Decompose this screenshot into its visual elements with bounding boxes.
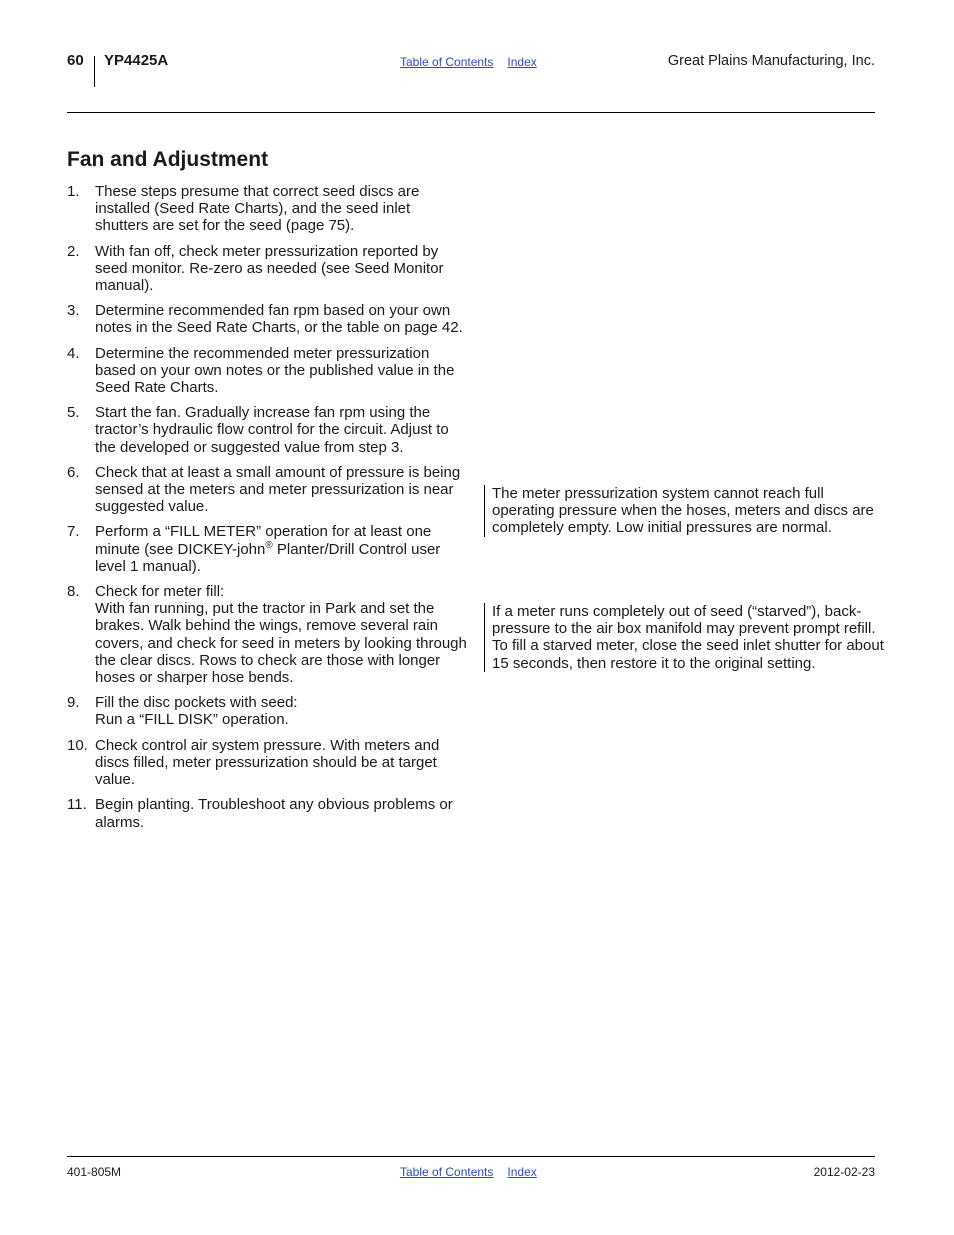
step-item: 11. Begin planting. Troubleshoot any obvious problems or alarms. — [67, 796, 453, 831]
company-name: Great Plains Manufacturing, Inc. — [667, 53, 875, 69]
revision-date: 2012-02-23 — [813, 1165, 875, 1179]
step-item: 7. Perform a “FILL METER” operation for at least one minute (see DICKEY-john® Planter/Drill Control user level 1 manual). — [67, 523, 441, 575]
footer-links — [400, 1165, 551, 1179]
side-note: If a meter runs completely out of seed (“starved”), back-pressure to the air box manifold may prevent prompt refill. To fill a starved meter, close the seed inlet shutter for about 15 seconds, then restore it to the original setting. — [484, 603, 884, 672]
step-heading: Fill the disc pockets with seed: — [95, 694, 298, 712]
step-text: Perform a “FILL METER” operation for at least one minute (see DICKEY-john — [95, 523, 432, 558]
step-item: 2. With fan off, check meter pressurization reported by seed monitor. Re-zero as needed (see Seed Monitor manual). — [67, 242, 444, 295]
step-text: With fan running, put the tractor in Park and set the brakes. Walk behind the wings, remove several rain covers, and check for seed in meters by looking through the clear discs. Rows to check are those with longer hoses or sharper hose bends. — [95, 600, 467, 687]
step-heading: Check for meter fill: — [95, 583, 225, 601]
step-text: Run a “FILL DISK” operation. — [95, 711, 289, 729]
step-text: With fan off, check meter pressurization reported by seed monitor. Re-zero as needed (see Seed Monitor manual). — [95, 242, 444, 295]
step-item: 6. Check that at least a small amount of pressure is being sensed at the meters and meter pressurization is near suggested value. — [67, 463, 461, 516]
step-text: Determine the recommended meter pressurization based on your own notes or the published value in the Seed Rate Charts. — [95, 344, 455, 397]
step-text: Check that at least a small amount of pressure is being sensed at the meters and meter pressurization is near suggested value. — [95, 463, 461, 516]
model-name: YP4425A — [104, 52, 169, 69]
step-text: Check control air system pressure. With meters and discs filled, meter pressurization should be at target value. — [95, 736, 440, 789]
section-title: Fan and Adjustment — [67, 148, 269, 171]
doc-number: 401-805M — [67, 1165, 122, 1179]
header-rule — [67, 112, 875, 113]
step-item: 1. These steps presume that correct seed discs are installed (Seed Rate Charts), and the seed inlet shutters are set for the seed (page 75). — [67, 183, 420, 235]
footer-index-link[interactable]: Index — [507, 1165, 537, 1179]
header-links — [400, 55, 551, 69]
step-text: Determine recommended fan rpm based on your own notes in the Seed Rate Charts, or the table on page 42. — [95, 302, 463, 337]
footer-toc-link[interactable]: Table of Contents — [400, 1165, 494, 1179]
registered-mark: ® — [265, 539, 273, 551]
step-text: Begin planting. Troubleshoot any obvious problems or alarms. — [95, 796, 453, 831]
step-text: Planter/Drill Control user level 1 manual). — [95, 540, 441, 575]
steps-list — [67, 183, 467, 839]
side-note: The meter pressurization system cannot reach full operating pressure when the hoses, meters and discs are completely empty. Low initial pressures are normal. — [484, 485, 884, 537]
footer-rule — [67, 1156, 875, 1157]
page-number: 60 — [67, 52, 84, 69]
step-text: These steps presume that correct seed discs are installed (Seed Rate Charts), and the seed inlet shutters are set for the seed (page 75). — [95, 183, 420, 235]
step-text: Start the fan. Gradually increase fan rpm using the tractor’s hydraulic flow control for the circuit. Adjust to the developed or suggested value from step 3. — [95, 404, 449, 456]
step-item: 8. Check for meter fill: With fan running, put the tractor in Park and set the brakes. Walk behind the wings, remove several rain covers, and check for seed in meters by looking through the clear discs. Rows to check are those with longer hoses or sharper hose bends. — [67, 583, 467, 687]
step-item: 5. Start the fan. Gradually increase fan rpm using the tractor’s hydraulic flow control for the circuit. Adjust to the developed or suggested value from step 3. — [67, 404, 449, 456]
step-item: 3. Determine recommended fan rpm based on your own notes in the Seed Rate Charts, or the table on page 42. — [67, 302, 463, 337]
header-index-link[interactable]: Index — [507, 55, 537, 69]
step-item: 9. Fill the disc pockets with seed: Run a “FILL DISK” operation. — [67, 694, 298, 729]
header-divider — [94, 56, 95, 87]
step-item: 10. Check control air system pressure. With meters and discs filled, meter pressurization should be at target value. — [67, 736, 440, 789]
header-toc-link[interactable]: Table of Contents — [400, 55, 494, 69]
step-item: 4. Determine the recommended meter pressurization based on your own notes or the published value in the Seed Rate Charts. — [67, 344, 455, 397]
